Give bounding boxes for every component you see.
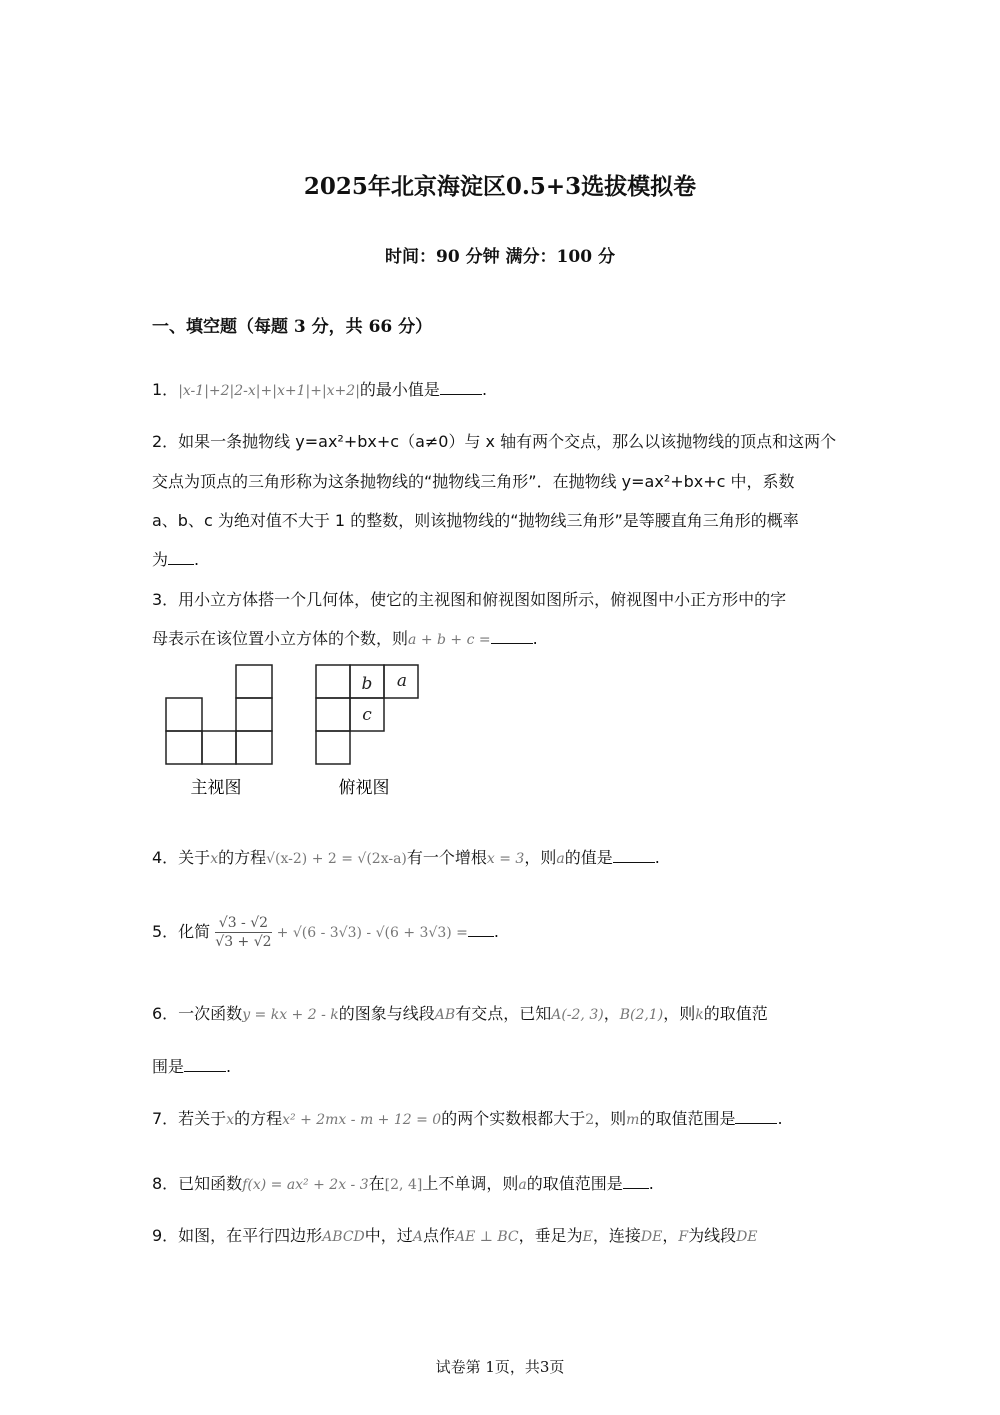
q1-expression: |x-1|+2|2-x|+|x+1|+|x+2| — [178, 383, 360, 399]
answer-blank — [168, 550, 194, 565]
front-view-grid — [166, 665, 272, 764]
cell-c-label: c — [362, 705, 372, 725]
answer-blank — [468, 922, 494, 937]
question-7: 7．若关于x的方程x² + 2mx - m + 12 = 0的两个实数根都大于2，则m的取值范围是 . — [152, 1109, 783, 1128]
cell-a-label: a — [396, 671, 408, 691]
exam-info: 时间：90 分钟 满分：100 分 — [385, 247, 615, 267]
answer-blank — [735, 1109, 777, 1124]
q5-expression: + √(6 - 3√3) - √(6 + 3√3) = — [276, 925, 468, 941]
cell-b-label: b — [361, 674, 373, 694]
question-2-line-3: a、b、c 为绝对值不大于 1 的整数，则该抛物线的“抛物线三角形”是等腰直角三角形的概率 — [152, 511, 799, 530]
question-2-line-4: 为 . — [152, 550, 200, 569]
q3-figure — [160, 660, 440, 805]
question-5: 5．化简 $\frac{√3 - √2}{√3 + √2}$ + √(6 - 3√3) - √(6 + 3√3) = . — [152, 915, 499, 950]
answer-blank — [184, 1057, 226, 1072]
question-2-line-1: 2．如果一条抛物线 y=ax²+bx+c（a≠0）与 x 轴有两个交点，那么以该抛物线的顶点和这两个 — [152, 432, 837, 451]
question-9: 9．如图，在平行四边形ABCD中，过A点作AE ⊥ BC，垂足为E，连接DE，F为线段DE — [152, 1226, 758, 1245]
q5-fraction: $\frac{√3 - √2}{√3 + √2}$ — [215, 915, 272, 950]
question-1: 1．|x-1|+2|2-x|+|x+1|+|x+2|的最小值是 . — [152, 380, 488, 399]
question-3-line-1: 3．用小立方体搭一个几何体，使它的主视图和俯视图如图所示，俯视图中小正方形中的字 — [152, 590, 787, 609]
question-6-line-1: 6．一次函数y = kx + 2 - k的图象与线段AB有交点，已知A(-2, 3)，B(2,1)，则k的取值范 — [152, 1004, 768, 1023]
front-view-label: 主视图 — [190, 778, 242, 798]
answer-blank — [491, 629, 533, 644]
question-2-line-2: 交点为顶点的三角形称为这条抛物线的“抛物线三角形”．在抛物线 y=ax²+bx+c 中，系数 — [152, 472, 795, 491]
question-3-line-2: 母表示在该位置小立方体的个数，则a + b + c = . — [152, 629, 538, 648]
question-6-line-2: 围是 . — [152, 1057, 232, 1076]
section-heading: 一、填空题（每题 3 分，共 66 分） — [152, 317, 433, 337]
question-4: 4．关于x的方程√(x-2) + 2 = √(2x-a)有一个增根x = 3，则a的值是 . — [152, 848, 660, 867]
answer-blank — [623, 1174, 649, 1189]
page-footer: 试卷第 1页，共3页 — [435, 1358, 565, 1376]
question-8: 8．已知函数f(x) = ax² + 2x - 3在[2, 4]上不单调，则a的取值范围是 . — [152, 1174, 654, 1193]
q4-equation: √(x-2) + 2 = √(2x-a) — [266, 851, 407, 867]
answer-blank — [613, 848, 655, 863]
document-title: 2025年北京海淀区0.5+3选拔模拟卷 — [303, 173, 697, 200]
top-view-label: 俯视图 — [338, 778, 390, 798]
q3-expression: a + b + c = — [408, 632, 491, 648]
answer-blank — [440, 380, 482, 395]
